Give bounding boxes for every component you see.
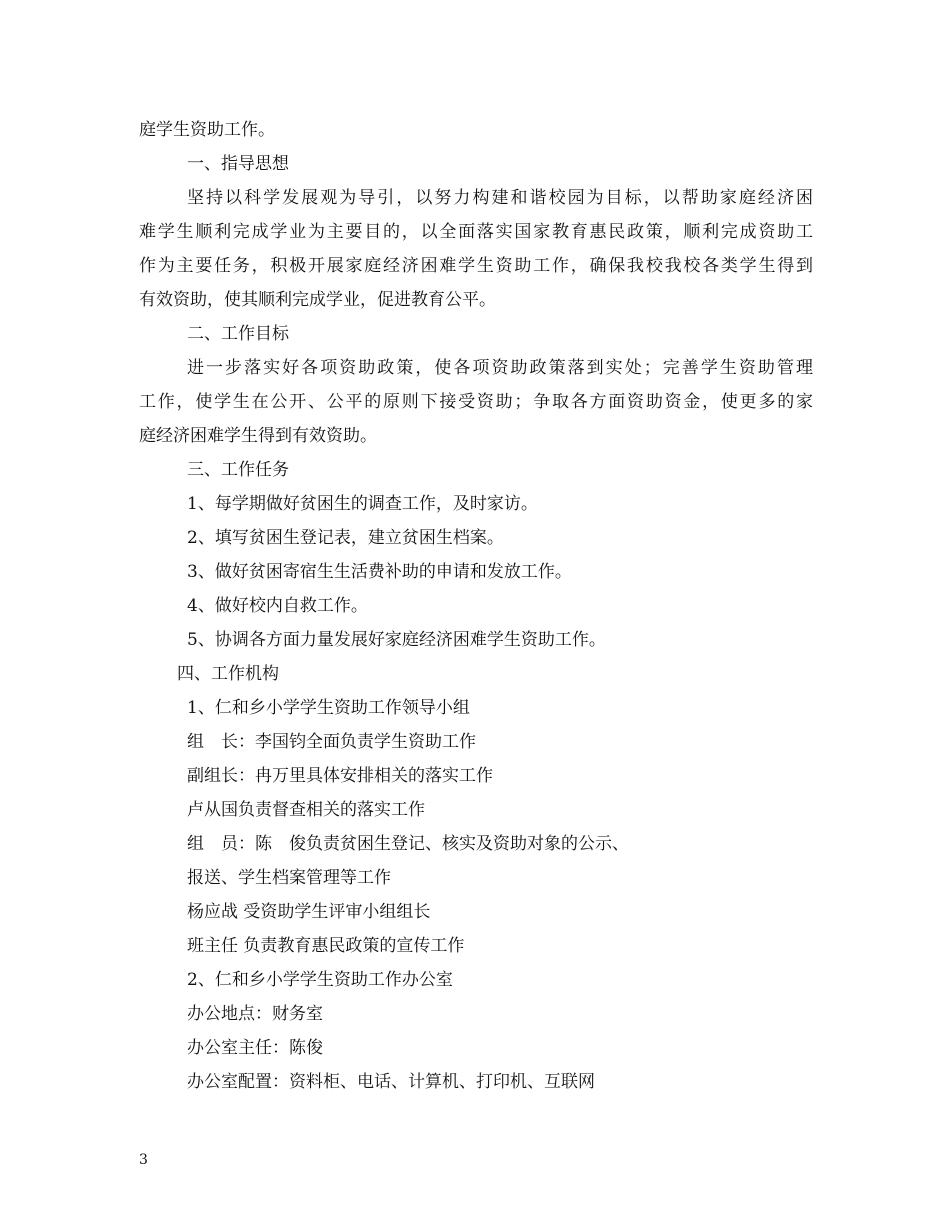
section-heading: 三、工作任务 xyxy=(187,460,289,480)
list-item: 1、每学期做好贫困生的调查工作，及时家访。 xyxy=(187,494,538,514)
paragraph-line: 作为主要任务，积极开展家庭经济困难学生资助工作，确保我校我校各类学生得到 xyxy=(139,256,813,276)
list-item: 2、仁和乡小学学生资助工作办公室 xyxy=(187,970,453,990)
text-line: 组 长：李国钧全面负责学生资助工作 xyxy=(187,732,476,752)
section-heading: 四、工作机构 xyxy=(177,664,279,684)
text-line: 班主任 负责教育惠民政策的宣传工作 xyxy=(187,936,465,956)
page-number: 3 xyxy=(139,1152,148,1168)
paragraph-line: 工作，使学生在公开、公平的原则下接受资助；争取各方面资助资金，使更多的家 xyxy=(139,392,813,412)
list-item: 5、协调各方面力量发展好家庭经济困难学生资助工作。 xyxy=(187,630,606,650)
list-item: 4、做好校内自救工作。 xyxy=(187,596,368,616)
text-line: 副组长：冉万里具体安排相关的落实工作 xyxy=(187,766,493,786)
text-line: 庭学生资助工作。 xyxy=(139,120,275,140)
text-line: 卢从国负责督查相关的落实工作 xyxy=(187,800,425,820)
list-item: 3、做好贫困寄宿生生活费补助的申请和发放工作。 xyxy=(187,562,572,582)
text-line: 办公室配置：资料柜、电话、计算机、打印机、互联网 xyxy=(187,1072,595,1092)
paragraph-line: 庭经济困难学生得到有效资助。 xyxy=(139,426,377,446)
text-line: 报送、学生档案管理等工作 xyxy=(187,868,391,888)
text-line: 办公地点：财务室 xyxy=(187,1004,323,1024)
list-item: 1、仁和乡小学学生资助工作领导小组 xyxy=(187,698,470,718)
section-heading: 一、指导思想 xyxy=(187,154,289,174)
section-heading: 二、工作目标 xyxy=(187,324,289,344)
text-line: 办公室主任：陈俊 xyxy=(187,1038,323,1058)
text-line: 杨应战 受资助学生评审小组组长 xyxy=(187,902,431,922)
paragraph-line: 难学生顺利完成学业为主要目的，以全面落实国家教育惠民政策，顺利完成资助工 xyxy=(139,222,813,242)
list-item: 2、填写贫困生登记表，建立贫困生档案。 xyxy=(187,528,504,548)
paragraph-line: 有效资助，使其顺利完成学业，促进教育公平。 xyxy=(139,290,496,310)
paragraph-line: 坚持以科学发展观为导引，以努力构建和谐校园为目标，以帮助家庭经济困 xyxy=(187,188,813,208)
paragraph-line: 进一步落实好各项资助政策，使各项资助政策落到实处；完善学生资助管理 xyxy=(187,358,813,378)
text-line: 组 员：陈 俊负责贫困生登记、核实及资助对象的公示、 xyxy=(187,834,629,854)
